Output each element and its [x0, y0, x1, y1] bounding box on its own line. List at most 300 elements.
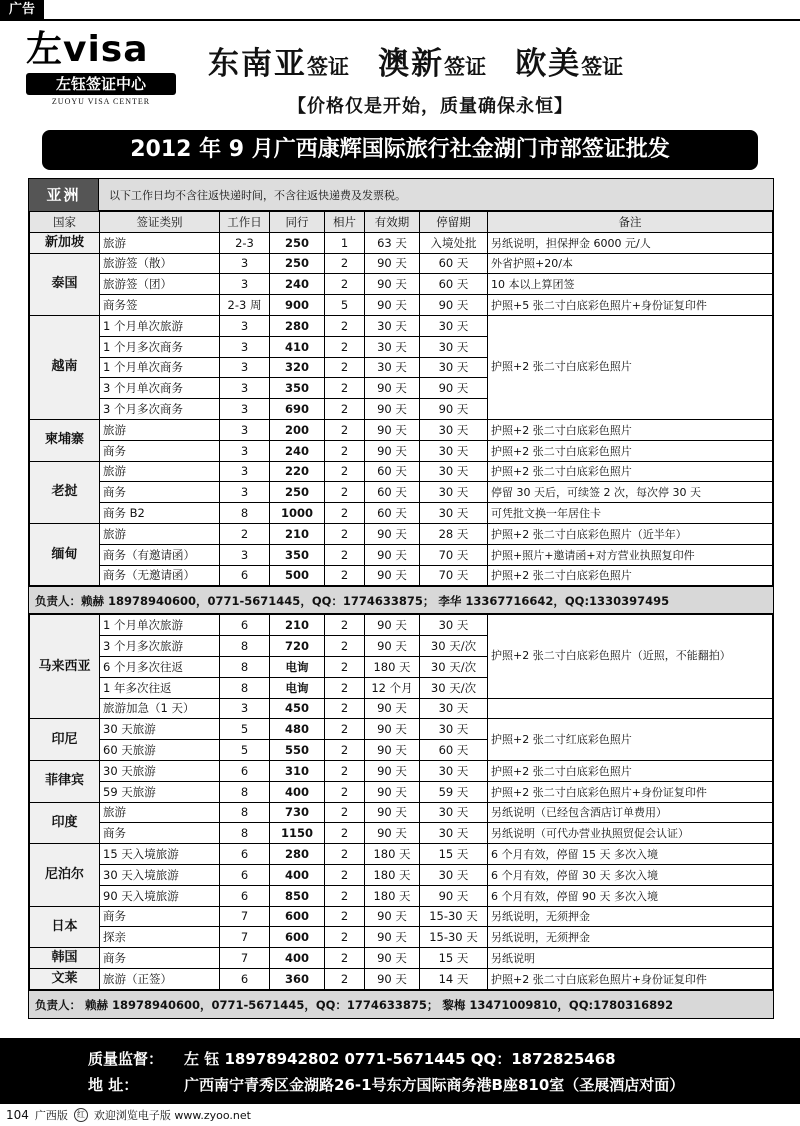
photos-cell: 2: [325, 503, 365, 524]
table-row: [30, 844, 773, 865]
validity-cell: 90 天: [365, 740, 420, 761]
workdays-cell: 2: [220, 523, 270, 544]
price-cell: 240: [270, 440, 325, 461]
price-table-frame: [28, 178, 774, 1019]
validity-cell: 30 天: [365, 315, 420, 336]
validity-cell: 90 天: [365, 523, 420, 544]
stay-cell: 30 天/次: [420, 636, 488, 657]
workdays-cell: 7: [220, 927, 270, 948]
footer: [0, 1038, 800, 1104]
table-row: [30, 419, 773, 440]
stay-cell: 30 天: [420, 440, 488, 461]
price-cell: 730: [270, 802, 325, 823]
stay-cell: 90 天: [420, 378, 488, 399]
photos-cell: 2: [325, 357, 365, 378]
remark-cell: 停留 30 天后，可续签 2 次，每次停 30 天: [488, 482, 773, 503]
stay-cell: 30 天: [420, 864, 488, 885]
price-cell: 850: [270, 885, 325, 906]
validity-cell: 90 天: [365, 419, 420, 440]
table-row: [30, 781, 773, 802]
photos-cell: 2: [325, 636, 365, 657]
footer-supervision-value: 左 钰 18978942802 0771-5671445 QQ：1872825468: [184, 1050, 616, 1068]
table-row: [30, 823, 773, 844]
validity-cell: 90 天: [365, 378, 420, 399]
visa-type-cell: 商务: [100, 440, 220, 461]
country-cell: 韩国: [30, 948, 100, 969]
validity-cell: 90 天: [365, 544, 420, 565]
price-cell: 280: [270, 844, 325, 865]
stay-cell: 30 天: [420, 802, 488, 823]
validity-cell: 60 天: [365, 482, 420, 503]
stay-cell: 30 天: [420, 482, 488, 503]
price-table-2: [29, 614, 773, 989]
remark-cell: 另纸说明（可代办营业执照贸促会认证）: [488, 823, 773, 844]
country-cell: 老挝: [30, 461, 100, 523]
visa-type-cell: 旅游: [100, 461, 220, 482]
stay-cell: 30 天: [420, 615, 488, 636]
validity-cell: 90 天: [365, 927, 420, 948]
table-row: [30, 927, 773, 948]
column-header: 国家: [30, 212, 100, 233]
column-header: 工作日: [220, 212, 270, 233]
column-header: 备注: [488, 212, 773, 233]
price-cell: 410: [270, 336, 325, 357]
photos-cell: 2: [325, 740, 365, 761]
workdays-cell: 3: [220, 419, 270, 440]
headline-suffix-1: 签证: [307, 54, 349, 79]
photos-cell: 2: [325, 698, 365, 719]
price-cell: 350: [270, 544, 325, 565]
top-rule: [0, 19, 800, 21]
photos-cell: 2: [325, 864, 365, 885]
contact-line-2: 负责人： 赖赫 18978940600，0771-5671445，QQ：1774633875； 黎梅 13471009810，QQ:1780316892: [29, 990, 773, 1018]
table-header-row: [30, 212, 773, 233]
photos-cell: 2: [325, 677, 365, 698]
price-cell: 210: [270, 523, 325, 544]
price-cell: 900: [270, 295, 325, 316]
page-number: 104: [6, 1108, 29, 1122]
photos-cell: 2: [325, 461, 365, 482]
validity-cell: 90 天: [365, 274, 420, 295]
workdays-cell: 6: [220, 565, 270, 586]
column-header: 相片: [325, 212, 365, 233]
workdays-cell: 3: [220, 336, 270, 357]
workdays-cell: 2-3 周: [220, 295, 270, 316]
photos-cell: 2: [325, 927, 365, 948]
country-cell: 日本: [30, 906, 100, 948]
visa-type-cell: 探亲: [100, 927, 220, 948]
stay-cell: 90 天: [420, 399, 488, 420]
country-cell: 文莱: [30, 968, 100, 989]
validity-cell: 60 天: [365, 461, 420, 482]
stay-cell: 30 天: [420, 698, 488, 719]
price-cell: 550: [270, 740, 325, 761]
stay-cell: 15-30 天: [420, 927, 488, 948]
photos-cell: 2: [325, 615, 365, 636]
price-cell: 电询: [270, 677, 325, 698]
visa-type-cell: 商务: [100, 948, 220, 969]
stay-cell: 70 天: [420, 544, 488, 565]
visa-type-cell: 3 个月多次商务: [100, 399, 220, 420]
workdays-cell: 3: [220, 698, 270, 719]
validity-cell: 90 天: [365, 781, 420, 802]
validity-cell: 90 天: [365, 760, 420, 781]
remark-cell: 护照+2 张二寸白底彩色照片（近照，不能翻拍）: [488, 615, 773, 698]
remark-cell: 护照+2 张二寸白底彩色照片: [488, 760, 773, 781]
workdays-cell: 3: [220, 399, 270, 420]
remark-cell: 另纸说明，担保押金 6000 元/人: [488, 232, 773, 253]
stay-cell: 30 天: [420, 503, 488, 524]
table-row: [30, 948, 773, 969]
remark-cell: 护照+2 张二寸白底彩色照片: [488, 315, 773, 419]
table-row: [30, 461, 773, 482]
stay-cell: 70 天: [420, 565, 488, 586]
remark-cell: 护照+2 张二寸白底彩色照片+身份证复印件: [488, 781, 773, 802]
table-row: [30, 864, 773, 885]
visa-type-cell: 15 天入境旅游: [100, 844, 220, 865]
validity-cell: 90 天: [365, 968, 420, 989]
workdays-cell: 6: [220, 885, 270, 906]
column-header: 同行: [270, 212, 325, 233]
country-cell: 印度: [30, 802, 100, 844]
price-cell: 350: [270, 378, 325, 399]
remark-cell: 6 个月有效，停留 15 天 多次入境: [488, 844, 773, 865]
workdays-cell: 6: [220, 844, 270, 865]
price-cell: 720: [270, 636, 325, 657]
footer-supervision: [88, 1048, 616, 1069]
logo-english: ZUOYU VISA CENTER: [51, 97, 151, 106]
visa-type-cell: 1 个月多次商务: [100, 336, 220, 357]
stay-cell: 14 天: [420, 968, 488, 989]
price-cell: 250: [270, 482, 325, 503]
validity-cell: 12 个月: [365, 677, 420, 698]
photos-cell: 2: [325, 274, 365, 295]
stay-cell: 60 天: [420, 274, 488, 295]
visa-type-cell: 商务签: [100, 295, 220, 316]
photos-cell: 2: [325, 802, 365, 823]
visa-type-cell: 旅游: [100, 419, 220, 440]
table-row: [30, 719, 773, 740]
remark-cell: 外省护照+20/本: [488, 253, 773, 274]
remark-cell: 另纸说明，无须押金: [488, 927, 773, 948]
country-cell: 泰国: [30, 253, 100, 315]
remark-cell: 另纸说明，无须押金: [488, 906, 773, 927]
footer-address-label: 地 址：: [88, 1076, 139, 1094]
workdays-cell: 8: [220, 636, 270, 657]
stay-cell: 90 天: [420, 295, 488, 316]
workdays-cell: 3: [220, 482, 270, 503]
workdays-cell: 8: [220, 802, 270, 823]
remark-cell: 护照+2 张二寸白底彩色照片: [488, 440, 773, 461]
stay-cell: 30 天/次: [420, 677, 488, 698]
headline-suffix-3: 签证: [581, 54, 624, 79]
workdays-cell: 5: [220, 719, 270, 740]
photos-cell: 2: [325, 565, 365, 586]
table-row: [30, 615, 773, 636]
table-row: [30, 885, 773, 906]
table-row: [30, 482, 773, 503]
country-cell: 尼泊尔: [30, 844, 100, 906]
photos-cell: 2: [325, 523, 365, 544]
price-cell: 250: [270, 232, 325, 253]
stay-cell: 60 天: [420, 740, 488, 761]
remark-cell: 护照+2 张二寸白底彩色照片: [488, 461, 773, 482]
visa-type-cell: 1 个月单次商务: [100, 357, 220, 378]
workdays-cell: 6: [220, 615, 270, 636]
visa-type-cell: 90 天入境旅游: [100, 885, 220, 906]
validity-cell: 90 天: [365, 253, 420, 274]
table-row: [30, 315, 773, 336]
page-edition: 广西版: [34, 1109, 68, 1122]
workdays-cell: 6: [220, 968, 270, 989]
table-row: [30, 760, 773, 781]
photos-cell: 2: [325, 719, 365, 740]
headline-region-3: 欧美: [515, 46, 582, 82]
country-cell: 马来西亚: [30, 615, 100, 719]
visa-type-cell: 商务（有邀请函）: [100, 544, 220, 565]
visa-type-cell: 3 个月多次旅游: [100, 636, 220, 657]
table-row: [30, 295, 773, 316]
price-cell: 1150: [270, 823, 325, 844]
visa-type-cell: 30 天旅游: [100, 719, 220, 740]
country-cell: 柬埔寨: [30, 419, 100, 461]
photos-cell: 2: [325, 823, 365, 844]
price-cell: 600: [270, 927, 325, 948]
photos-cell: 2: [325, 419, 365, 440]
price-cell: 280: [270, 315, 325, 336]
workdays-cell: 3: [220, 378, 270, 399]
stay-cell: 15 天: [420, 948, 488, 969]
table-row: [30, 232, 773, 253]
stay-cell: 30 天: [420, 315, 488, 336]
workdays-cell: 3: [220, 274, 270, 295]
visa-type-cell: 60 天旅游: [100, 740, 220, 761]
workdays-cell: 8: [220, 823, 270, 844]
validity-cell: 63 天: [365, 232, 420, 253]
headline-region-2: 澳新: [378, 46, 445, 82]
validity-cell: 90 天: [365, 823, 420, 844]
validity-cell: 180 天: [365, 864, 420, 885]
photos-cell: 2: [325, 544, 365, 565]
workdays-cell: 3: [220, 440, 270, 461]
remark-cell: 护照+5 张二寸白底彩色照片+身份证复印件: [488, 295, 773, 316]
price-cell: 500: [270, 565, 325, 586]
price-cell: 310: [270, 760, 325, 781]
remark-cell: 10 本以上算团签: [488, 274, 773, 295]
validity-cell: 90 天: [365, 399, 420, 420]
validity-cell: 90 天: [365, 948, 420, 969]
visa-type-cell: 商务: [100, 823, 220, 844]
stay-cell: 30 天/次: [420, 656, 488, 677]
price-cell: 1000: [270, 503, 325, 524]
photos-cell: 2: [325, 482, 365, 503]
photos-cell: 2: [325, 656, 365, 677]
visa-type-cell: 1 年多次往返: [100, 677, 220, 698]
photos-cell: 2: [325, 760, 365, 781]
validity-cell: 90 天: [365, 698, 420, 719]
footer-supervision-label: 质量监督：: [88, 1050, 164, 1068]
workdays-cell: 5: [220, 740, 270, 761]
country-cell: 印尼: [30, 719, 100, 761]
stay-cell: 30 天: [420, 823, 488, 844]
validity-cell: 90 天: [365, 906, 420, 927]
photos-cell: 2: [325, 781, 365, 802]
photos-cell: 1: [325, 232, 365, 253]
stay-cell: 59 天: [420, 781, 488, 802]
workdays-cell: 3: [220, 253, 270, 274]
remark-cell: 护照+2 张二寸白底彩色照片（近半年）: [488, 523, 773, 544]
table-row: [30, 698, 773, 719]
table-row: [30, 802, 773, 823]
stay-cell: 90 天: [420, 885, 488, 906]
validity-cell: 90 天: [365, 295, 420, 316]
logo-main: 左visa: [26, 29, 149, 70]
remark-cell: [488, 698, 773, 719]
column-header: 签证类别: [100, 212, 220, 233]
photos-cell: 2: [325, 968, 365, 989]
stay-cell: 28 天: [420, 523, 488, 544]
ad-label: 广告: [0, 0, 44, 20]
country-cell: 新加坡: [30, 232, 100, 253]
photos-cell: 2: [325, 378, 365, 399]
workdays-cell: 3: [220, 461, 270, 482]
section-note: 以下工作日均不含往返快递时间，不含往返快递费及发票税。: [109, 188, 406, 202]
visa-type-cell: 1 个月单次旅游: [100, 615, 220, 636]
stay-cell: 30 天: [420, 357, 488, 378]
stay-cell: 30 天: [420, 461, 488, 482]
visa-type-cell: 59 天旅游: [100, 781, 220, 802]
remark-cell: 护照+2 张二寸白底彩色照片: [488, 565, 773, 586]
remark-cell: 护照+照片+邀请函+对方营业执照复印件: [488, 544, 773, 565]
remark-cell: 6 个月有效，停留 90 天 多次入境: [488, 885, 773, 906]
price-cell: 690: [270, 399, 325, 420]
remark-cell: 护照+2 张二寸白底彩色照片: [488, 419, 773, 440]
photos-cell: 2: [325, 315, 365, 336]
price-cell: 210: [270, 615, 325, 636]
price-cell: 400: [270, 864, 325, 885]
visa-type-cell: 30 天入境旅游: [100, 864, 220, 885]
workdays-cell: 6: [220, 864, 270, 885]
workdays-cell: 8: [220, 656, 270, 677]
column-header: 有效期: [365, 212, 420, 233]
workdays-cell: 7: [220, 906, 270, 927]
workdays-cell: 3: [220, 357, 270, 378]
remark-cell: 可凭批文换一年居住卡: [488, 503, 773, 524]
stay-cell: 30 天: [420, 419, 488, 440]
remark-cell: 6 个月有效，停留 30 天 多次入境: [488, 864, 773, 885]
workdays-cell: 3: [220, 544, 270, 565]
workdays-cell: 6: [220, 760, 270, 781]
remark-cell: 另纸说明（已经包含酒店订单费用）: [488, 802, 773, 823]
contact-line-1: 负责人：赖赫 18978940600，0771-5671445，QQ：1774633875； 李华 13367716642，QQ:1330397495: [29, 586, 773, 614]
validity-cell: 180 天: [365, 844, 420, 865]
validity-cell: 90 天: [365, 636, 420, 657]
visa-type-cell: 商务: [100, 482, 220, 503]
photos-cell: 2: [325, 336, 365, 357]
section-name: 亚洲: [29, 179, 99, 211]
validity-cell: 90 天: [365, 440, 420, 461]
photos-cell: 2: [325, 948, 365, 969]
table-row: [30, 440, 773, 461]
workdays-cell: 8: [220, 503, 270, 524]
visa-type-cell: 商务: [100, 906, 220, 927]
visa-type-cell: 旅游加急（1 天）: [100, 698, 220, 719]
validity-cell: 180 天: [365, 885, 420, 906]
footer-address: [88, 1074, 684, 1095]
price-cell: 240: [270, 274, 325, 295]
price-table-1: [29, 211, 773, 586]
remark-cell: 护照+2 张二寸白底彩色照片+身份证复印件: [488, 968, 773, 989]
column-header: 停留期: [420, 212, 488, 233]
country-cell: 缅甸: [30, 523, 100, 585]
table-row: [30, 544, 773, 565]
table-row: [30, 274, 773, 295]
price-cell: 250: [270, 253, 325, 274]
visa-type-cell: 6 个月多次往返: [100, 656, 220, 677]
workdays-cell: 3: [220, 315, 270, 336]
visa-type-cell: 旅游签（团）: [100, 274, 220, 295]
logo-sub: 左钰签证中心: [26, 73, 176, 95]
page-footer: [6, 1107, 251, 1123]
table-row: [30, 523, 773, 544]
country-cell: 越南: [30, 315, 100, 419]
validity-cell: 90 天: [365, 802, 420, 823]
section-header: [29, 179, 773, 211]
workdays-cell: 8: [220, 781, 270, 802]
headline-region-1: 东南亚: [208, 46, 307, 82]
photos-cell: 2: [325, 399, 365, 420]
price-cell: 480: [270, 719, 325, 740]
visa-type-cell: 3 个月单次商务: [100, 378, 220, 399]
price-cell: 电询: [270, 656, 325, 677]
remark-cell: 另纸说明: [488, 948, 773, 969]
page-site: 欢迎浏览电子版 www.zyoo.net: [93, 1109, 251, 1122]
price-cell: 400: [270, 781, 325, 802]
stay-cell: 60 天: [420, 253, 488, 274]
validity-cell: 90 天: [365, 565, 420, 586]
visa-type-cell: 旅游: [100, 232, 220, 253]
price-cell: 220: [270, 461, 325, 482]
photos-cell: 2: [325, 906, 365, 927]
stay-cell: 15-30 天: [420, 906, 488, 927]
price-cell: 320: [270, 357, 325, 378]
photos-cell: 2: [325, 885, 365, 906]
validity-cell: 180 天: [365, 656, 420, 677]
table-row: [30, 565, 773, 586]
visa-type-cell: 商务（无邀请函）: [100, 565, 220, 586]
slogan: 【价格仅是开始，质量确保永恒】: [288, 96, 573, 117]
price-cell: 200: [270, 419, 325, 440]
logo: [26, 30, 180, 120]
stay-cell: 入境处批: [420, 232, 488, 253]
price-cell: 400: [270, 948, 325, 969]
title-banner: 2012 年 9 月广西康辉国际旅行社金湖门市部签证批发: [42, 130, 758, 170]
table-row: [30, 503, 773, 524]
stay-cell: 30 天: [420, 719, 488, 740]
stay-cell: 15 天: [420, 844, 488, 865]
visa-type-cell: 商务 B2: [100, 503, 220, 524]
photos-cell: 2: [325, 844, 365, 865]
edition-tag-icon: 红: [74, 1108, 88, 1122]
remark-cell: 护照+2 张二寸红底彩色照片: [488, 719, 773, 761]
validity-cell: 30 天: [365, 336, 420, 357]
price-cell: 450: [270, 698, 325, 719]
price-cell: 360: [270, 968, 325, 989]
country-cell: 菲律宾: [30, 760, 100, 802]
visa-type-cell: 旅游签（散）: [100, 253, 220, 274]
photos-cell: 2: [325, 253, 365, 274]
validity-cell: 90 天: [365, 719, 420, 740]
